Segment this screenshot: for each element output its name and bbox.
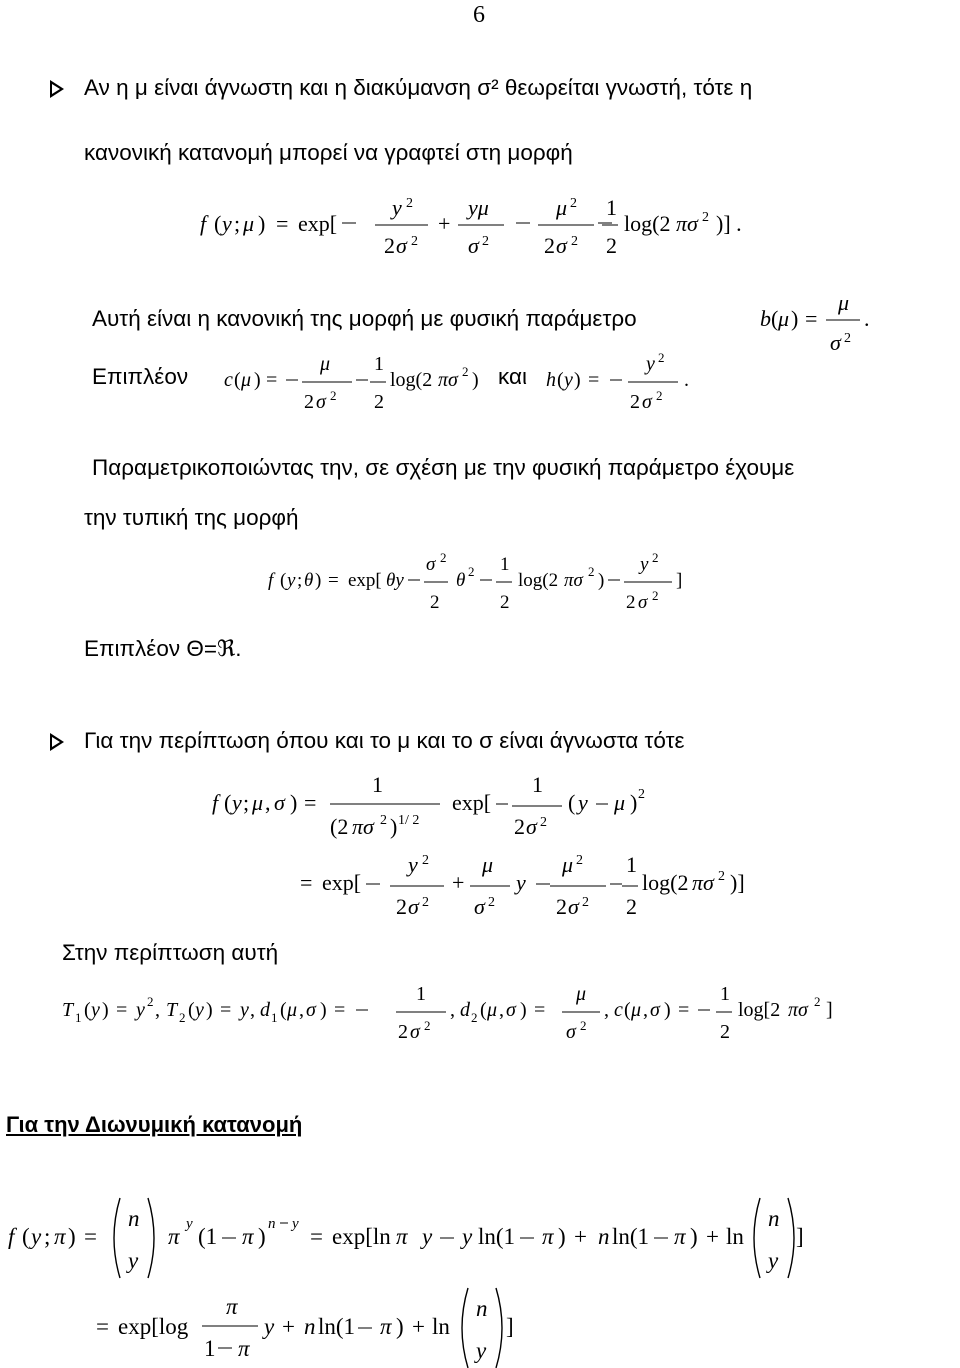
case-text: Στην περίπτωση αυτή [62,940,279,965]
extra-label: Επιπλέον [92,364,189,389]
svg-text:μ: μ [252,790,264,815]
svg-text:π: π [226,1294,238,1319]
svg-text:exp[: exp[ [322,870,362,895]
svg-text:f: f [268,570,274,591]
svg-text:π: π [542,1224,554,1249]
svg-text:θy: θy [386,570,404,591]
svg-text:): ) [68,1224,76,1249]
svg-text:.: . [864,306,870,331]
svg-text:y: y [136,999,145,1021]
svg-text:σ: σ [638,592,648,613]
svg-text:πσ: πσ [564,570,583,591]
svg-text:log(2: log(2 [624,211,671,236]
svg-text:πσ: πσ [438,369,458,391]
svg-text:1: 1 [271,1010,278,1025]
svg-text:]: ] [796,1224,804,1249]
svg-text:(: ( [188,999,195,1021]
equation-theta-form [268,548,718,618]
svg-text:(: ( [557,369,564,391]
svg-text:μ: μ [614,790,626,815]
svg-text:f: f [8,1224,15,1249]
svg-text:ln: ln [726,1224,744,1249]
svg-text:2: 2 [652,550,659,565]
svg-text:n: n [128,1206,140,1231]
equation-c-mu [224,350,489,416]
svg-text:T: T [166,999,178,1021]
svg-text:): ) [258,211,266,236]
svg-text:y: y [91,999,100,1021]
svg-text:y: y [232,790,242,815]
svg-text:σ: σ [830,330,841,355]
svg-text:(: ( [280,999,287,1021]
svg-text:+: + [282,1314,295,1339]
svg-text:n: n [598,1224,610,1249]
svg-text:.: . [684,369,689,391]
svg-text:2: 2 [582,895,589,910]
svg-text:2: 2 [626,592,636,613]
svg-text:log(2: log(2 [518,570,559,591]
svg-text:log(2: log(2 [642,870,689,895]
bullet-arrow-icon-2 [50,733,64,751]
svg-text:2: 2 [147,994,154,1009]
svg-text:exp[ln: exp[ln [332,1224,391,1249]
svg-text:f: f [212,790,219,815]
equation-h-y [546,350,696,416]
svg-text:exp[log: exp[log [118,1314,189,1339]
svg-text:σ: σ [566,1021,576,1043]
svg-text:μ: μ [241,369,252,391]
svg-text:n: n [768,1206,780,1231]
svg-text:σ: σ [506,999,516,1021]
svg-text:=: = [805,306,818,331]
svg-text:2: 2 [406,196,413,211]
svg-text:]: ] [506,1314,514,1339]
svg-text:(: ( [84,999,91,1021]
svg-text:): ) [315,570,322,591]
svg-text:ln: ln [432,1314,450,1339]
svg-text:): ) [472,369,479,391]
svg-text:): ) [254,369,261,391]
svg-text:σ: σ [426,554,436,575]
bullet-arrow-icon [50,80,64,98]
svg-text:n: n [304,1314,316,1339]
svg-text:σ: σ [396,233,407,258]
svg-text:2: 2 [544,233,555,258]
svg-text:2: 2 [482,234,489,249]
svg-text:y: y [462,1224,473,1249]
svg-text:2: 2 [304,391,314,413]
svg-text:h: h [546,369,556,391]
svg-text:2: 2 [179,1010,186,1025]
svg-text:): ) [258,1224,266,1249]
svg-text:+: + [438,211,451,236]
svg-text:): ) [574,369,581,391]
svg-text:σ: σ [274,790,285,815]
svg-text:2: 2 [514,814,525,839]
section-heading-binomial: Για την Διωνυμική κατανομή [6,1112,303,1137]
svg-text:2: 2 [422,895,429,910]
svg-text:,: , [155,999,160,1021]
svg-text:): ) [598,570,605,591]
svg-text:2: 2 [652,588,659,603]
svg-text:exp[: exp[ [348,570,382,591]
svg-text:y: y [564,369,573,391]
equation-binomial [8,1194,808,1284]
svg-text:2: 2 [398,1021,408,1043]
svg-text:y: y [195,999,204,1021]
svg-text:;: ; [44,1224,51,1249]
svg-text:+: + [412,1314,425,1339]
svg-text:,: , [499,999,504,1021]
svg-text:): ) [664,999,671,1021]
svg-text:σ: σ [316,391,326,413]
svg-text:σ: σ [650,999,660,1021]
svg-text:y: y [476,1338,487,1363]
svg-text:1: 1 [532,772,543,797]
svg-text:2: 2 [720,1021,730,1043]
svg-text:=: = [96,1314,109,1339]
svg-text:y: y [264,1314,275,1339]
natural-parameter-text: Αυτή είναι η κανονική της μορφή με φυσική παράμετρο [92,306,637,331]
svg-text:1: 1 [720,983,730,1005]
svg-text:=: = [534,999,546,1021]
svg-text:2: 2 [570,196,577,211]
svg-text:,: , [265,790,271,815]
parameterization-line2: την τυπική της μορφή [84,505,299,530]
svg-text:): ) [690,1224,698,1249]
svg-text:y: y [422,1224,433,1249]
svg-text:2: 2 [540,815,547,830]
svg-text:σ: σ [556,233,567,258]
svg-text:μ: μ [838,292,850,315]
svg-text:y: y [222,211,232,236]
svg-text:=: = [84,1224,97,1249]
svg-text:,: , [450,999,455,1021]
svg-text:μ: μ [631,999,642,1021]
svg-text:=: = [220,999,232,1021]
svg-text:]: ] [826,999,833,1021]
svg-text:exp[: exp[ [298,211,338,236]
svg-text:): ) [290,790,298,815]
svg-text:(: ( [624,999,631,1021]
svg-text:2: 2 [374,391,384,413]
svg-text:y: y [408,852,418,877]
svg-text:2: 2 [422,853,429,868]
svg-text:c: c [614,999,623,1021]
svg-text:1/ 2: 1/ 2 [398,813,420,828]
svg-text:(: ( [214,211,222,236]
svg-text:n: n [476,1296,488,1321]
svg-text:y: y [128,1248,139,1273]
equation-binomial-exp [96,1284,536,1368]
svg-text:μ: μ [482,852,494,877]
svg-text:θ: θ [456,570,466,591]
svg-text:=: = [116,999,128,1021]
svg-text:,: , [604,999,609,1021]
svg-text:;: ; [243,790,250,815]
svg-text:=: = [310,1224,323,1249]
svg-text:d: d [460,999,470,1021]
svg-text:log(2: log(2 [390,369,433,391]
svg-text:yμ: yμ [468,195,489,220]
svg-text:1: 1 [500,554,510,575]
svg-text:+: + [706,1224,719,1249]
svg-text:): ) [791,306,799,331]
svg-text:y: y [640,554,649,575]
svg-text:(: ( [771,306,779,331]
equation-normal-mu [200,195,840,275]
svg-text:c: c [224,369,233,391]
svg-text:): ) [206,999,213,1021]
svg-text:2: 2 [462,364,469,379]
svg-text:2: 2 [468,564,475,579]
svg-text:μ: μ [243,211,255,236]
svg-text:2: 2 [500,592,510,613]
paragraph-unknown-line1: Για την περίπτωση όπου και το μ και το σ είναι άγνωστα τότε [84,728,685,753]
svg-text:1: 1 [416,983,426,1005]
svg-text:1: 1 [75,1010,82,1025]
parameterization-line1: Παραμετρικοποιώντας την, σε σχέση με την φυσική παράμετρο έχουμε [92,455,795,480]
svg-text:+: + [574,1224,587,1249]
svg-text:=: = [334,999,346,1021]
svg-text:σ: σ [642,391,652,413]
svg-text:σ: σ [526,814,537,839]
svg-text:μ: μ [576,983,587,1005]
svg-text:2: 2 [588,564,595,579]
svg-text:π: π [380,1314,392,1339]
equation-natural-parameter [760,292,880,362]
svg-text:y: y [287,570,296,591]
svg-text:μ: μ [320,353,331,375]
svg-text:b: b [760,306,771,331]
svg-text:y: y [516,870,526,895]
equation-sufficient-stats [62,980,862,1050]
svg-text:+: + [452,870,465,895]
svg-text:(: ( [22,1224,30,1249]
svg-text:μ: μ [287,999,298,1021]
svg-text:2: 2 [384,233,395,258]
svg-text:2: 2 [702,210,709,225]
svg-text:): ) [390,814,398,839]
svg-text:y: y [31,1224,42,1249]
svg-text:2: 2 [580,1018,587,1033]
svg-text:1: 1 [372,772,383,797]
svg-text:(: ( [280,570,287,591]
svg-text:;: ; [297,570,303,591]
svg-text:π: π [54,1224,66,1249]
svg-text:π: π [674,1224,686,1249]
svg-text:πσ: πσ [788,999,808,1021]
svg-text:πσ: πσ [692,870,714,895]
svg-text:2: 2 [814,994,821,1009]
svg-text:=: = [588,369,600,391]
svg-text:(: ( [568,790,576,815]
svg-text:σ: σ [568,894,579,919]
svg-text:(2: (2 [330,814,349,839]
svg-text:exp[: exp[ [452,790,492,815]
svg-text:=: = [300,870,313,895]
svg-text:2: 2 [656,388,663,403]
svg-text:,: , [643,999,648,1021]
svg-text:μ: μ [556,195,568,220]
svg-text:=: = [304,790,317,815]
svg-text:2: 2 [430,592,440,613]
svg-text:2: 2 [844,331,851,346]
and-word: και [498,364,527,389]
svg-text:σ: σ [468,233,479,258]
svg-text:2: 2 [411,234,418,249]
svg-text:;: ; [234,211,241,236]
svg-text:(: ( [480,999,487,1021]
svg-text:2: 2 [380,813,387,828]
paragraph-intro-line1: Αν η μ είναι άγνωστη και η διακύμανση σ² θεωρείται γνωστή, τότε η [84,75,753,100]
svg-text:d: d [260,999,270,1021]
svg-text:2: 2 [626,894,637,919]
svg-text:)]: )] [730,870,745,895]
svg-text:y: y [240,999,249,1021]
svg-text:2: 2 [440,550,447,565]
svg-text:σ: σ [410,1021,420,1043]
svg-text:=: = [266,369,278,391]
svg-text:σ: σ [474,894,485,919]
svg-text:): ) [320,999,327,1021]
svg-text:1: 1 [374,353,384,375]
svg-text:2: 2 [630,391,640,413]
svg-text:2: 2 [658,350,665,365]
svg-text:,: , [299,999,304,1021]
svg-text:μ: μ [487,999,498,1021]
svg-text:1: 1 [626,852,637,877]
equation-normal-full [212,770,672,850]
svg-text:π: π [168,1224,180,1249]
svg-text:2: 2 [471,1010,478,1025]
svg-text:σ: σ [408,894,419,919]
svg-text:(1: (1 [198,1224,218,1249]
svg-text:μ: μ [562,852,574,877]
svg-text:log[2: log[2 [738,999,781,1021]
svg-text:y: y [392,195,402,220]
svg-text:ln(1: ln(1 [612,1224,650,1249]
svg-text:y: y [292,1216,299,1232]
svg-text:2: 2 [488,895,495,910]
svg-text:): ) [396,1314,404,1339]
svg-text:y: y [646,353,655,375]
svg-text:)] .: )] . [716,211,742,236]
svg-text:=: = [678,999,690,1021]
equation-normal-expanded [300,850,780,922]
svg-text:): ) [630,790,638,815]
svg-text:2: 2 [638,787,645,802]
svg-text:2: 2 [424,1018,431,1033]
paragraph-intro-line2: κανονική κατανομή μπορεί να γραφτεί στη μορφή [84,140,573,165]
svg-text:(: ( [224,790,232,815]
svg-text:2: 2 [396,894,407,919]
svg-text:ln(1: ln(1 [318,1314,356,1339]
svg-text:,: , [250,999,255,1021]
svg-text:θ: θ [304,570,314,591]
svg-text:f: f [200,211,207,236]
svg-text:πσ: πσ [352,814,374,839]
svg-text:): ) [520,999,527,1021]
svg-text:2: 2 [330,388,337,403]
svg-text:=: = [328,570,339,591]
svg-text:πσ: πσ [676,211,698,236]
svg-text:(: ( [234,369,241,391]
theta-space-text: Επιπλέον Θ=ℜ. [84,636,242,661]
svg-text:π: π [238,1336,250,1361]
svg-text:=: = [276,211,289,236]
svg-text:T: T [62,999,74,1021]
svg-text:2: 2 [606,233,617,258]
svg-text:μ: μ [778,306,790,331]
svg-text:2: 2 [571,234,578,249]
page-number: 6 [473,2,485,28]
svg-text:n: n [268,1216,276,1232]
svg-text:1: 1 [204,1336,216,1361]
svg-text:): ) [558,1224,566,1249]
svg-text:]: ] [676,570,683,591]
svg-text:): ) [102,999,109,1021]
svg-text:2: 2 [718,869,725,884]
svg-text:y: y [186,1216,193,1232]
svg-text:2: 2 [576,853,583,868]
svg-text:y: y [578,790,588,815]
svg-text:2: 2 [556,894,567,919]
svg-text:σ: σ [306,999,316,1021]
svg-text:ln(1: ln(1 [478,1224,516,1249]
svg-text:y: y [768,1248,779,1273]
svg-text:π: π [242,1224,254,1249]
svg-text:1: 1 [606,195,617,220]
svg-text:π: π [396,1224,408,1249]
